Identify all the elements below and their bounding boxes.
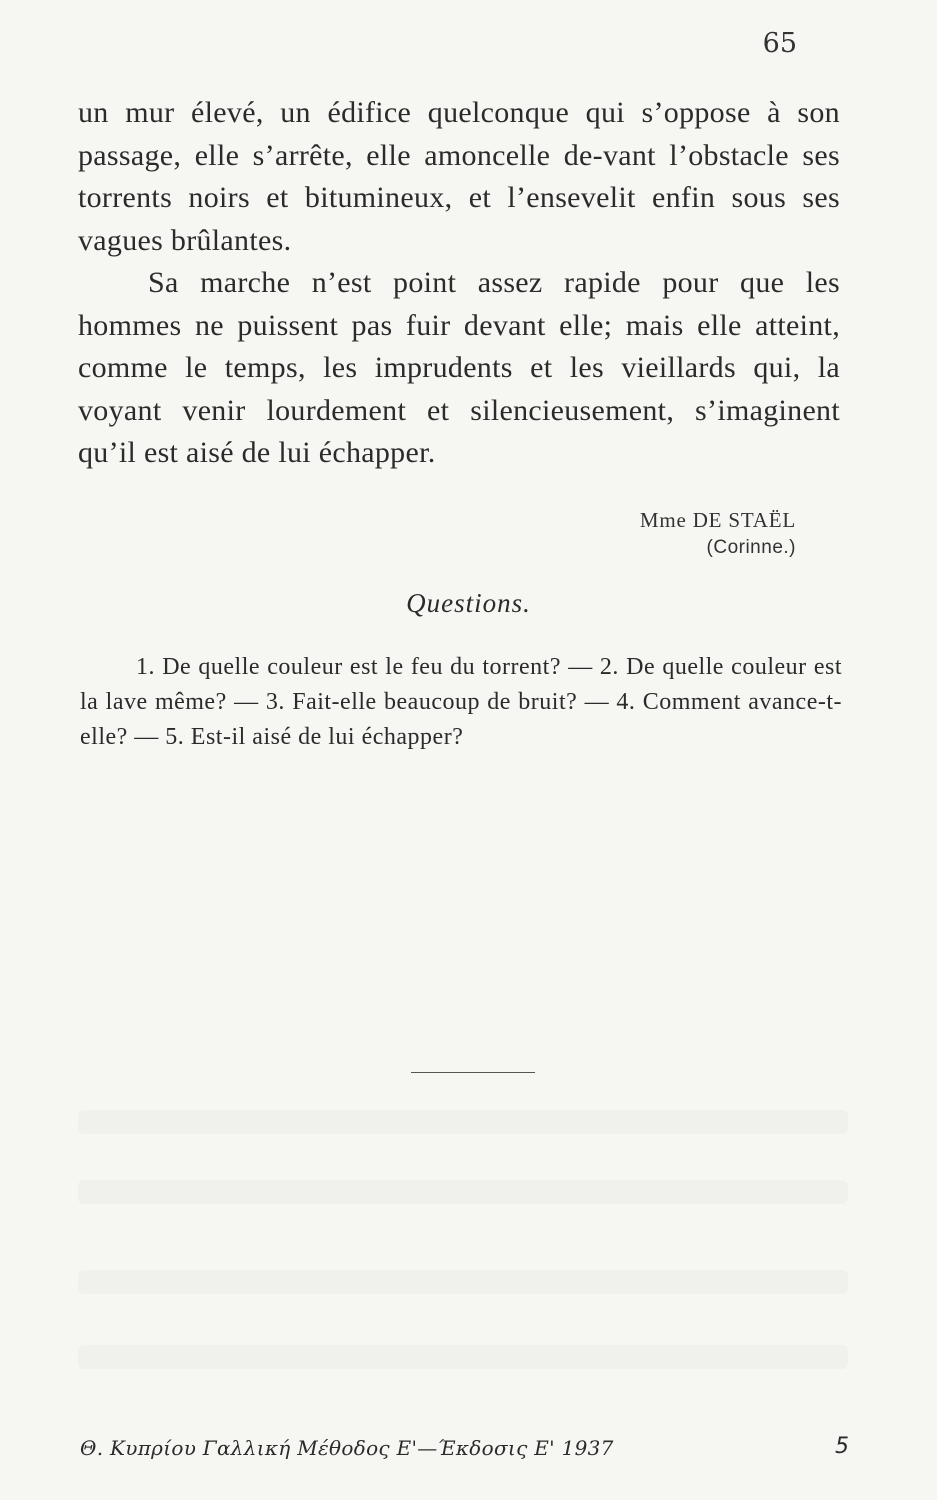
bleed-through-shadow xyxy=(78,1270,848,1294)
page-number: 65 xyxy=(762,28,797,59)
questions-heading: Questions. xyxy=(406,588,531,618)
main-text xyxy=(78,92,840,475)
questions-list: 1. De quelle couleur est le feu du torrent? — 2. De quelle couleur est la lave même? — 3. Fait-elle beaucoup de bruit? — 4. Comment avance-t-elle? — 5. Est-il aisé de lui échapper? xyxy=(80,654,842,750)
author-name: Mme DE STAËL xyxy=(639,508,796,532)
printer-citation: Θ. Κυπρίου Γαλλική Μέθοδος Ε'—Έκδοσις Ε' 1937 xyxy=(80,1436,614,1460)
attribution xyxy=(520,506,796,562)
section-divider xyxy=(411,1072,535,1073)
signature-mark: 5 xyxy=(835,1434,849,1459)
bleed-through-shadow xyxy=(78,1345,848,1369)
paragraph-1: un mur élevé, un édifice quelconque qui s’oppose à son passage, elle s’arrête, elle amoncelle de-vant l’obstacle ses torrents noirs et bitumineux, et l’ensevelit enfin sous ses vagues brûlantes. xyxy=(78,96,840,257)
bleed-through-shadow xyxy=(78,1180,848,1204)
work-title: (Corinne.) xyxy=(706,537,796,558)
paragraph-2: Sa marche n’est point assez rapide pour que les hommes ne puissent pas fuir devant elle; mais elle atteint, comme le temps, les imprudents et les vieillards qui, la voyant venir lourdement et silencieusement, s’imaginent qu’il est aisé de lui échapper. xyxy=(78,266,840,469)
bleed-through-shadow xyxy=(78,1110,848,1134)
